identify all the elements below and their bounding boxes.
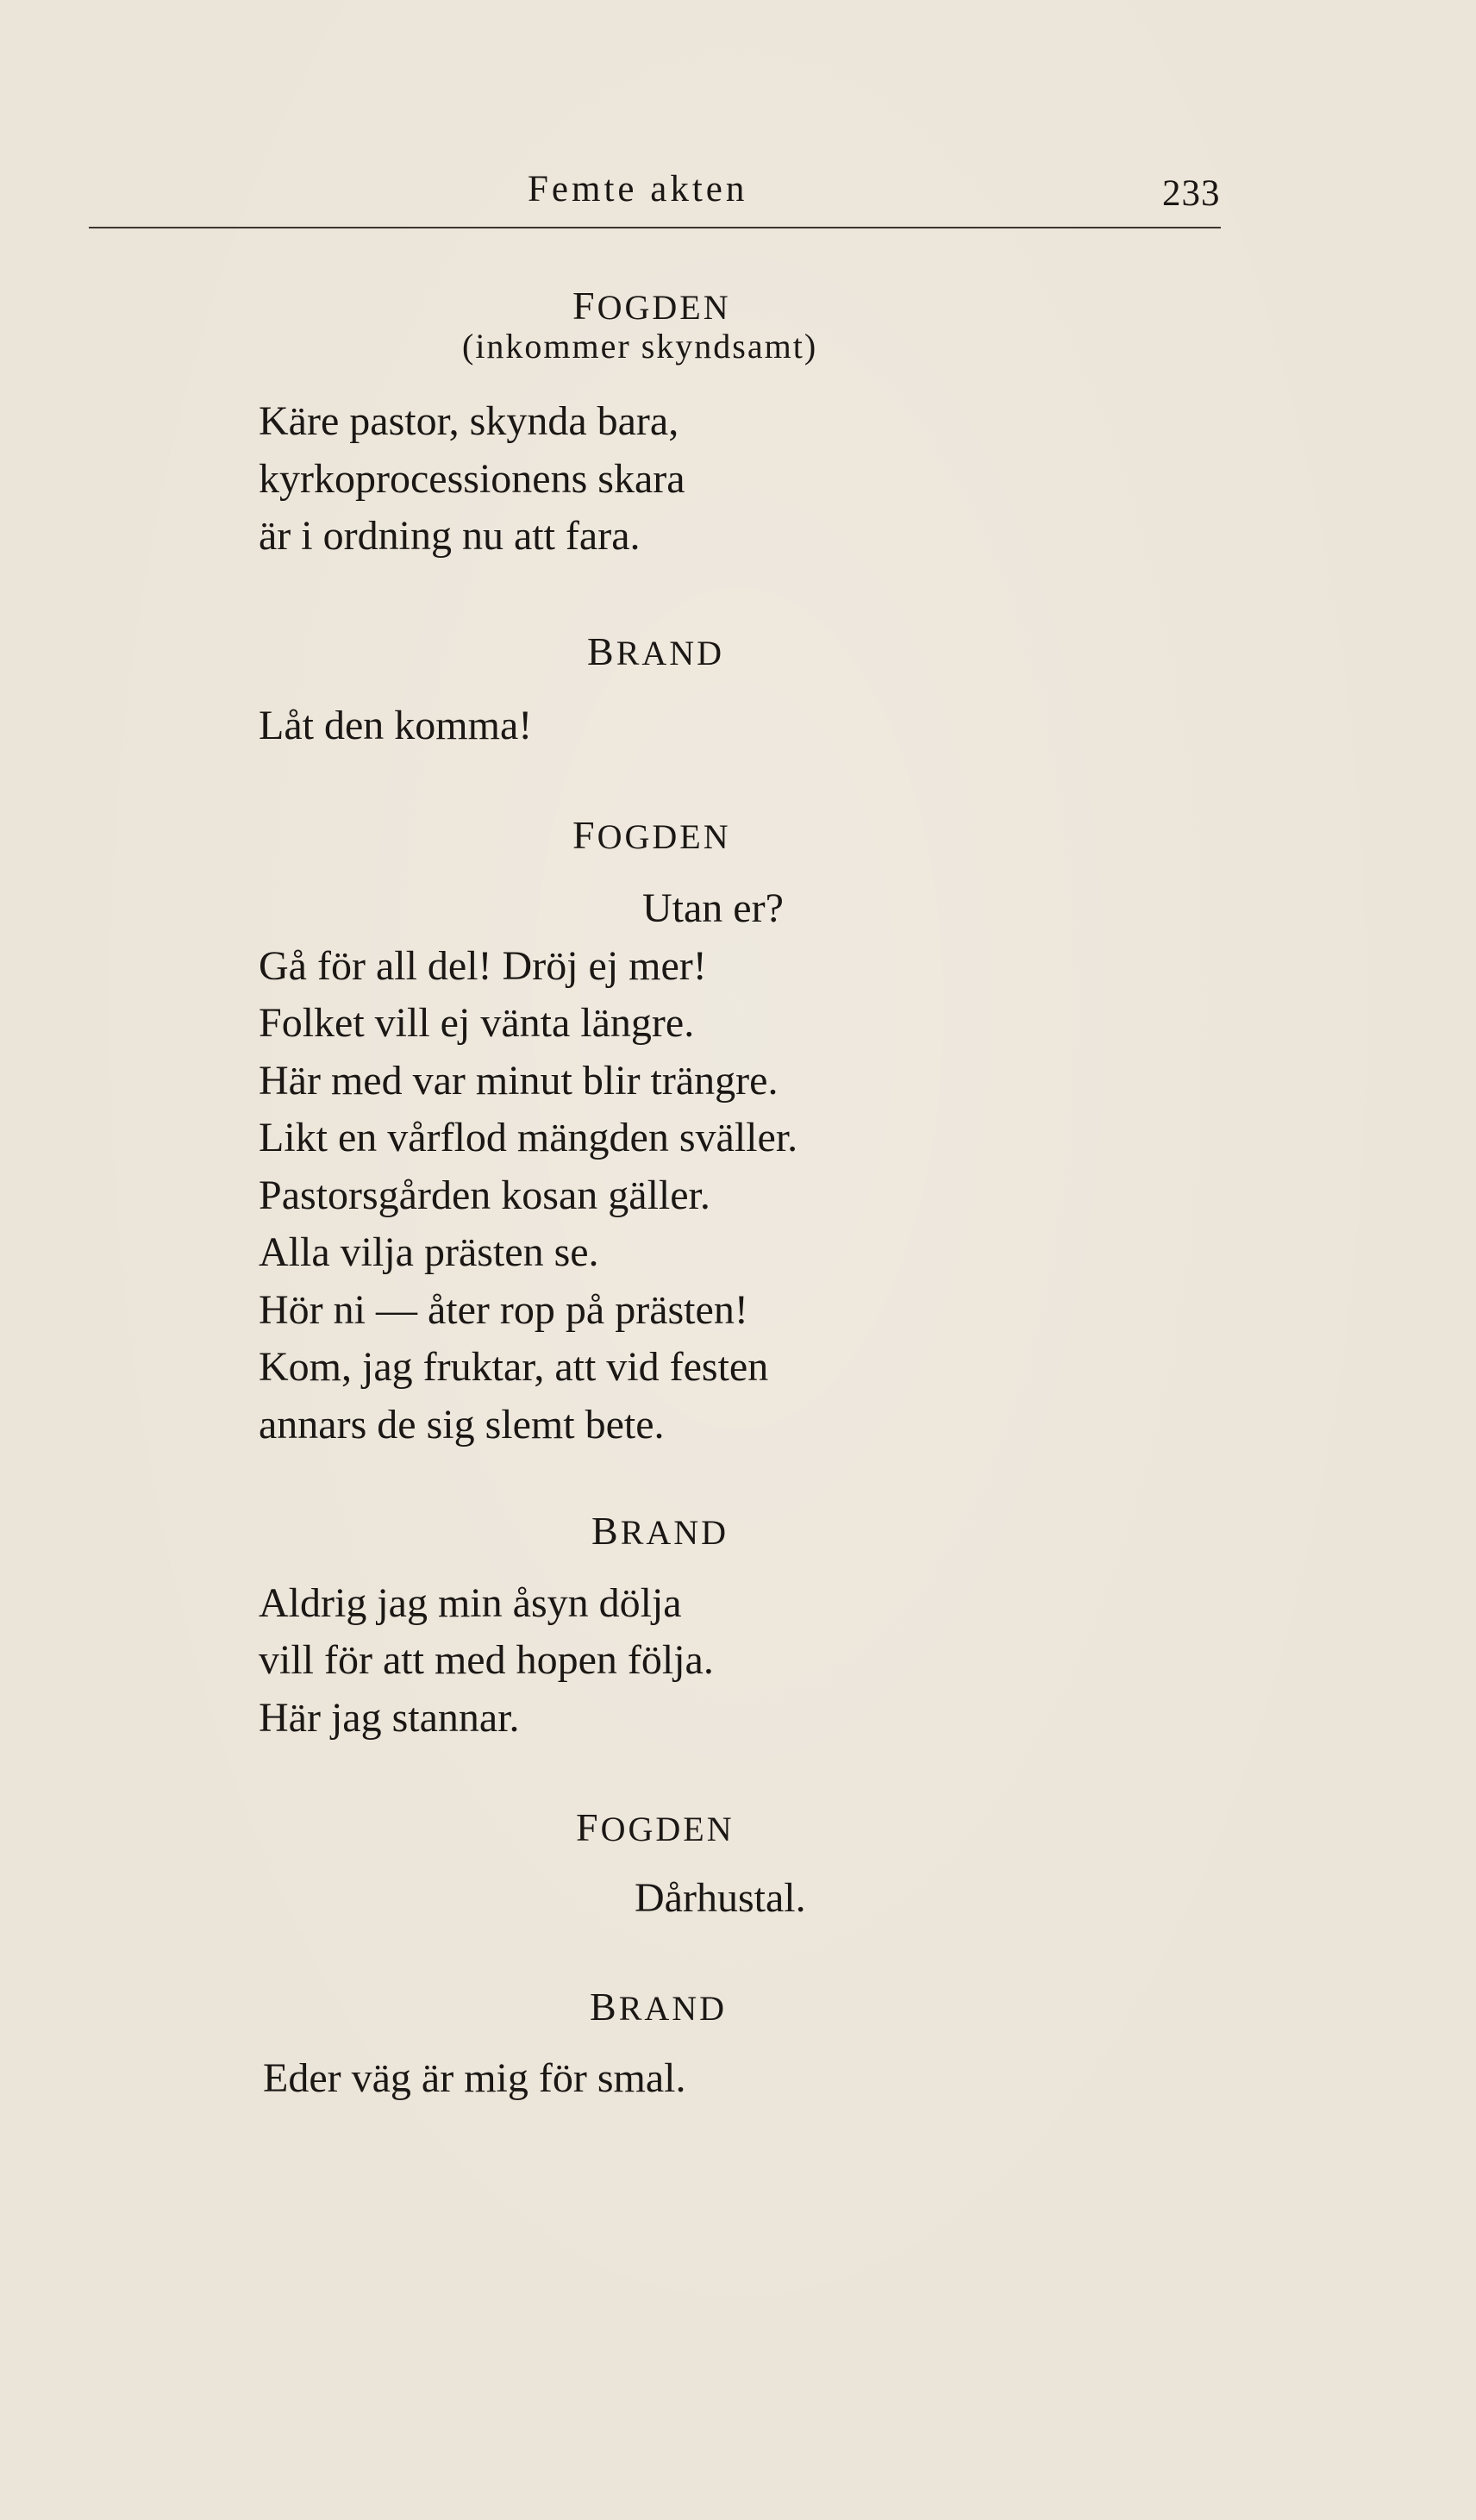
speaker-name: BRAND	[591, 1509, 729, 1553]
speaker-name: FOGDEN	[576, 1805, 735, 1849]
running-head: Femte akten	[528, 169, 748, 209]
speaker-name: BRAND	[587, 629, 725, 673]
speaker-name: BRAND	[590, 1985, 728, 2029]
verse-line: är i ordning nu att fara.	[259, 513, 641, 559]
verse-line: Aldrig jag min åsyn dölja	[259, 1580, 682, 1626]
verse-line: Käre pastor, skynda bara,	[259, 398, 679, 444]
verse-line: Här jag stannar.	[259, 1695, 520, 1741]
speaker-name: FOGDEN	[572, 284, 731, 328]
verse-line: kyrkoprocessionens skara	[259, 456, 685, 502]
verse-line: annars de sig slemt bete.	[259, 1402, 665, 1448]
verse-line: Eder väg är mig för smal.	[263, 2055, 686, 2101]
verse-line: Likt en vårflod mängden sväller.	[259, 1115, 798, 1160]
verse-line: Gå för all del! Dröj ej mer!	[259, 943, 707, 989]
verse-line: Pastorsgården kosan gäller.	[259, 1172, 710, 1218]
verse-line: Alla vilja prästen se.	[259, 1229, 599, 1275]
speaker-name: FOGDEN	[572, 813, 731, 857]
header-rule	[89, 227, 1221, 228]
page-number: 233	[1162, 173, 1221, 214]
verse-line: Folket vill ej vänta längre.	[259, 1000, 695, 1046]
verse-line: Utan er?	[642, 885, 784, 931]
verse-line: Hör ni — åter rop på prästen!	[259, 1287, 748, 1333]
verse-line: Låt den komma!	[259, 703, 533, 748]
verse-line: vill för att med hopen följa.	[259, 1637, 714, 1683]
stage-direction: (inkommer skyndsamt)	[462, 327, 818, 366]
verse-line: Här med var minut blir trängre.	[259, 1058, 779, 1104]
verse-line: Dårhustal.	[635, 1875, 806, 1921]
verse-line: Kom, jag fruktar, att vid festen	[259, 1344, 769, 1390]
